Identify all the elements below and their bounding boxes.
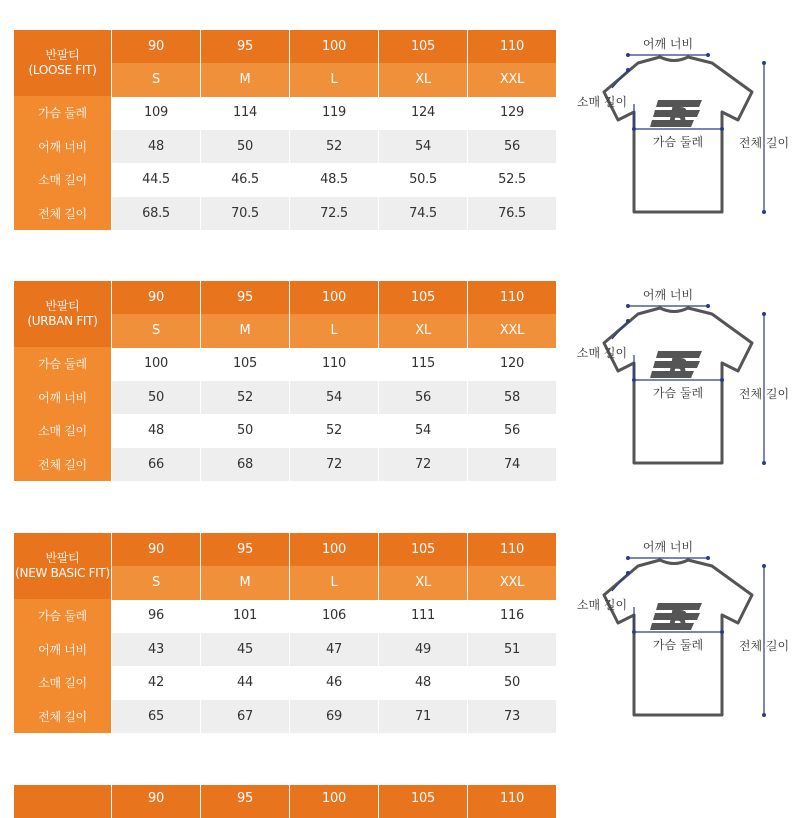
size-number: 105 xyxy=(379,533,467,567)
measurement-value: 54 xyxy=(379,130,467,164)
size-number: 90 xyxy=(112,533,200,567)
size-number: 90 xyxy=(112,30,200,64)
size-chart-section xyxy=(0,281,800,481)
length-measure-start xyxy=(762,564,766,568)
chest-measure-start xyxy=(632,127,636,131)
measurement-value: 120 xyxy=(468,347,556,381)
measurement-value: 96 xyxy=(112,599,200,633)
table-row xyxy=(14,599,556,633)
sleeve-label: 소매 길이 xyxy=(576,95,628,109)
chest-measure-start xyxy=(632,378,636,382)
size-number: 110 xyxy=(468,785,556,818)
measurement-value: 69 xyxy=(290,700,378,734)
size-number: 95 xyxy=(201,281,289,315)
measurement-rows xyxy=(14,96,556,230)
chest-label: 가슴 둘레 xyxy=(652,638,704,652)
measurement-value: 71 xyxy=(379,700,467,734)
shoulder-measure-start xyxy=(626,556,630,560)
measurement-value: 73 xyxy=(468,700,556,734)
shoulder-measure-end xyxy=(706,304,710,308)
table-row xyxy=(14,96,556,130)
measurement-value: 44.5 xyxy=(112,163,200,197)
product-name: 반팔티 xyxy=(45,299,80,313)
row-label: 가슴 둘레 xyxy=(14,599,111,633)
measurement-value: 50 xyxy=(201,414,289,448)
measurement-value: 51 xyxy=(468,633,556,667)
length-label: 전체 길이 xyxy=(738,136,790,150)
product-name: 반팔티 xyxy=(45,48,80,62)
size-number: 110 xyxy=(468,533,556,567)
measurement-value: 124 xyxy=(379,96,467,130)
table-title xyxy=(14,533,111,599)
size-number: 110 xyxy=(468,30,556,64)
measurement-value: 101 xyxy=(201,599,289,633)
row-label: 전체 길이 xyxy=(14,197,111,231)
size-number: 100 xyxy=(290,30,378,64)
row-label: 가슴 둘레 xyxy=(14,347,111,381)
measurement-value: 66 xyxy=(112,448,200,482)
size-number: 105 xyxy=(379,30,467,64)
size-letter: M xyxy=(201,314,289,348)
size-table xyxy=(14,30,556,230)
measurement-rows xyxy=(14,347,556,481)
measurement-value: 74.5 xyxy=(379,197,467,231)
measurement-value: 45 xyxy=(201,633,289,667)
measurement-value: 68 xyxy=(201,448,289,482)
size-letter: L xyxy=(290,314,378,348)
svg-text:B: B xyxy=(668,606,688,636)
measurement-value: 68.5 xyxy=(112,197,200,231)
size-letter: S xyxy=(112,314,200,348)
measurement-value: 48.5 xyxy=(290,163,378,197)
table-row xyxy=(14,347,556,381)
size-number: 95 xyxy=(201,533,289,567)
shoulder-label: 어깨 너비 xyxy=(642,540,694,554)
length-measure-end xyxy=(762,210,766,214)
table-row xyxy=(14,197,556,231)
tshirt-measurement-diagram xyxy=(566,30,796,230)
row-label: 소매 길이 xyxy=(14,163,111,197)
fit-name: (URBAN FIT) xyxy=(27,314,98,328)
measurement-value: 58 xyxy=(468,381,556,415)
measurement-rows xyxy=(14,599,556,733)
row-label: 전체 길이 xyxy=(14,448,111,482)
measurement-value: 100 xyxy=(112,347,200,381)
size-table xyxy=(14,533,556,733)
measurement-value: 109 xyxy=(112,96,200,130)
table-title xyxy=(14,785,111,818)
sleeve-label: 소매 길이 xyxy=(576,598,628,612)
size-letter: M xyxy=(201,566,289,600)
table-row xyxy=(14,448,556,482)
size-letter: XXL xyxy=(468,566,556,600)
size-number: 105 xyxy=(379,281,467,315)
fit-name: (LOOSE FIT) xyxy=(28,63,97,77)
measurement-value: 49 xyxy=(379,633,467,667)
measurement-value: 50 xyxy=(112,381,200,415)
measurement-value: 48 xyxy=(112,130,200,164)
row-label: 가슴 둘레 xyxy=(14,96,111,130)
size-number-row xyxy=(112,30,556,64)
sleeve-measure-start xyxy=(626,68,630,72)
size-letter: L xyxy=(290,566,378,600)
sleeve-measure-start xyxy=(626,571,630,575)
length-measure-start xyxy=(762,61,766,65)
table-row xyxy=(14,130,556,164)
chest-measure-start xyxy=(632,630,636,634)
measurement-value: 67 xyxy=(201,700,289,734)
size-number: 100 xyxy=(290,281,378,315)
svg-text:B: B xyxy=(668,354,688,384)
svg-text:B: B xyxy=(668,103,688,133)
measurement-value: 44 xyxy=(201,666,289,700)
measurement-value: 72 xyxy=(379,448,467,482)
size-letter: S xyxy=(112,63,200,97)
measurement-value: 72.5 xyxy=(290,197,378,231)
table-row xyxy=(14,700,556,734)
table-header xyxy=(14,30,556,96)
size-letter: L xyxy=(290,63,378,97)
fit-name: (NEW BASIC FIT) xyxy=(15,566,110,580)
measurement-value: 56 xyxy=(468,414,556,448)
table-row xyxy=(14,666,556,700)
measurement-value: 115 xyxy=(379,347,467,381)
sleeve-label: 소매 길이 xyxy=(576,346,628,360)
table-row xyxy=(14,414,556,448)
measurement-value: 106 xyxy=(290,599,378,633)
size-number: 90 xyxy=(112,785,200,818)
measurement-value: 74 xyxy=(468,448,556,482)
row-label: 소매 길이 xyxy=(14,666,111,700)
size-chart-section xyxy=(0,30,800,230)
measurement-value: 48 xyxy=(112,414,200,448)
shoulder-measure-end xyxy=(706,53,710,57)
measurement-value: 52 xyxy=(201,381,289,415)
tshirt-diagram-svg xyxy=(566,533,796,723)
measurement-value: 105 xyxy=(201,347,289,381)
length-measure-end xyxy=(762,713,766,717)
product-name: 반팔티 xyxy=(45,551,80,565)
row-label: 소매 길이 xyxy=(14,414,111,448)
table-row xyxy=(14,381,556,415)
size-number-row xyxy=(112,533,556,567)
size-letter: S xyxy=(112,566,200,600)
size-letter: M xyxy=(201,63,289,97)
tshirt-measurement-diagram xyxy=(566,281,796,481)
size-number: 95 xyxy=(201,30,289,64)
length-label: 전체 길이 xyxy=(738,639,790,653)
measurement-value: 70.5 xyxy=(201,197,289,231)
shoulder-label: 어깨 너비 xyxy=(642,288,694,302)
size-number: 100 xyxy=(290,533,378,567)
size-number: 110 xyxy=(468,281,556,315)
measurement-value: 119 xyxy=(290,96,378,130)
tshirt-measurement-diagram xyxy=(566,533,796,733)
measurement-value: 52 xyxy=(290,130,378,164)
measurement-value: 47 xyxy=(290,633,378,667)
tshirt-diagram-svg xyxy=(566,281,796,471)
size-table xyxy=(14,785,556,818)
table-title xyxy=(14,281,111,347)
chest-measure-end xyxy=(720,630,724,634)
measurement-value: 54 xyxy=(379,414,467,448)
shoulder-measure-end xyxy=(706,556,710,560)
measurement-value: 50 xyxy=(468,666,556,700)
size-number: 90 xyxy=(112,281,200,315)
length-measure-start xyxy=(762,312,766,316)
tshirt-diagram-svg xyxy=(566,30,796,220)
measurement-value: 42 xyxy=(112,666,200,700)
table-row xyxy=(14,163,556,197)
size-letter: XXL xyxy=(468,314,556,348)
measurement-value: 46.5 xyxy=(201,163,289,197)
table-header xyxy=(14,533,556,599)
size-letter: XL xyxy=(379,314,467,348)
table-row xyxy=(14,633,556,667)
chest-measure-end xyxy=(720,378,724,382)
measurement-value: 52.5 xyxy=(468,163,556,197)
table-title xyxy=(14,30,111,96)
measurement-value: 54 xyxy=(290,381,378,415)
size-number: 95 xyxy=(201,785,289,818)
table-header xyxy=(14,281,556,347)
measurement-value: 110 xyxy=(290,347,378,381)
size-number: 105 xyxy=(379,785,467,818)
size-chart-section xyxy=(0,533,800,733)
measurement-value: 72 xyxy=(290,448,378,482)
measurement-value: 52 xyxy=(290,414,378,448)
chest-label: 가슴 둘레 xyxy=(652,386,704,400)
size-letter: XL xyxy=(379,566,467,600)
measurement-value: 56 xyxy=(468,130,556,164)
shoulder-measure-start xyxy=(626,304,630,308)
measurement-value: 111 xyxy=(379,599,467,633)
measurement-value: 65 xyxy=(112,700,200,734)
measurement-value: 129 xyxy=(468,96,556,130)
chest-measure-end xyxy=(720,127,724,131)
length-label: 전체 길이 xyxy=(738,387,790,401)
measurement-value: 56 xyxy=(379,381,467,415)
partial-size-chart-section xyxy=(0,785,800,806)
size-letter-row xyxy=(112,566,556,600)
size-letter: XXL xyxy=(468,63,556,97)
size-letter-row xyxy=(112,314,556,348)
length-measure-end xyxy=(762,461,766,465)
shoulder-label: 어깨 너비 xyxy=(642,37,694,51)
measurement-value: 43 xyxy=(112,633,200,667)
measurement-value: 46 xyxy=(290,666,378,700)
row-label: 어깨 너비 xyxy=(14,130,111,164)
measurement-value: 48 xyxy=(379,666,467,700)
row-label: 어깨 너비 xyxy=(14,633,111,667)
measurement-value: 50.5 xyxy=(379,163,467,197)
measurement-value: 50 xyxy=(201,130,289,164)
size-letter-row xyxy=(112,63,556,97)
size-letter: XL xyxy=(379,63,467,97)
row-label: 전체 길이 xyxy=(14,700,111,734)
sleeve-measure-start xyxy=(626,319,630,323)
size-number: 100 xyxy=(290,785,378,818)
measurement-value: 114 xyxy=(201,96,289,130)
size-number-row xyxy=(112,281,556,315)
chest-label: 가슴 둘레 xyxy=(652,135,704,149)
size-table xyxy=(14,281,556,481)
row-label: 어깨 너비 xyxy=(14,381,111,415)
measurement-value: 76.5 xyxy=(468,197,556,231)
measurement-value: 116 xyxy=(468,599,556,633)
shoulder-measure-start xyxy=(626,53,630,57)
size-number-row xyxy=(14,785,556,818)
